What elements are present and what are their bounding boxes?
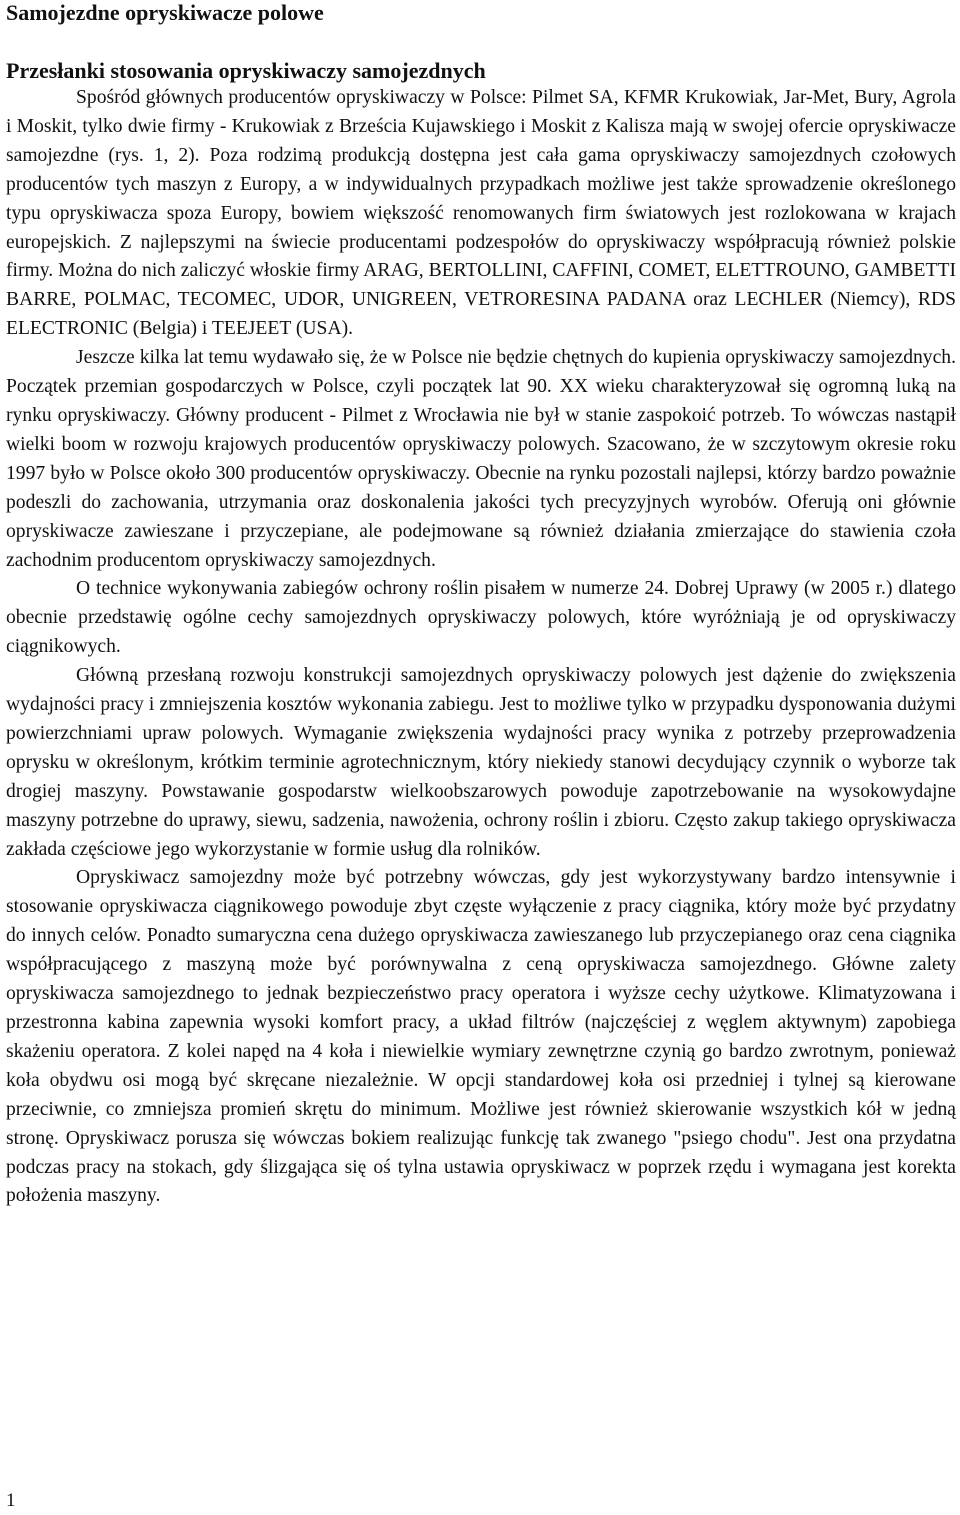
- document-title: Samojezdne opryskiwacze polowe: [6, 0, 324, 25]
- page-number: 1: [6, 1490, 16, 1511]
- paragraph-4: Główną przesłaną rozwoju konstrukcji samojezdnych opryskiwaczy polowych jest dążenie do zwiększenia wydajności pracy i zmniejszenia kosztów wykonania zabiegu. Jest to możliwe tylko w przypadku dysponowania dużymi powierzchniami upraw polowych. Wymaganie zwiększenia wydajności pracy wynika z potrzeby przeprowadzenia oprysku w określonym, krótkim terminie agrotechnicznym, który niekiedy stanowi decydujący czynnik o wyborze tak drogiej maszyny. Powstawanie gospodarstw wielkoobszarowych powoduje zapotrzebowanie na wysokowydajne maszyny potrzebne do uprawy, siewu, sadzenia, nawożenia, ochrony roślin i zbioru. Często zakup takiego opryskiwacza zakłada częściowe jego wykorzystanie w formie usług dla rolników.: [6, 665, 956, 860]
- paragraph-1: Spośród głównych producentów opryskiwaczy w Polsce: Pilmet SA, KFMR Krukowiak, Jar-Met, Bury, Agrola i Moskit, tylko dwie firmy - Krukowiak z Brześcia Kujawskiego i Moskit z Kalisza mają w swojej ofercie opryskiwacze samojezdne (rys. 1, 2). Poza rodzimą produkcją dostępna jest cała gama opryskiwaczy samojezdnych czołowych producentów tych maszyn z Europy, a w indywidualnych przypadkach możliwe jest także sprowadzenie określonego typu opryskiwacza spoza Europy, bowiem większość renomowanych firm światowych jest rozlokowana w krajach europejskich. Z najlepszymi na świecie producentami podzespołów do opryskiwaczy współpracują również polskie firmy. Można do nich zaliczyć włoskie firmy ARAG, BERTOLLINI, CAFFINI, COMET, ELETTROUNO, GAMBETTI BARRE, POLMAC, TECOMEC, UDOR, UNIGREEN, VETRORESINA PADANA oraz LECHLER (Niemcy), RDS ELECTRONIC (Belgia) i TEEJEET (USA).: [6, 87, 956, 340]
- section-heading: Przesłanki stosowania opryskiwaczy samojezdnych: [6, 58, 486, 83]
- paragraph-5: Opryskiwacz samojezdny może być potrzebny wówczas, gdy jest wykorzystywany bardzo intensywnie i stosowanie opryskiwacza ciągnikowego powoduje zbyt częste wyłączenie z pracy ciągnika, który może być przydatny do innych celów. Ponadto sumaryczna cena dużego opryskiwacza zawieszanego lub przyczepianego oraz cena ciągnika współpracującego z maszyną może być porównywalna z ceną opryskiwacza samojezdnego. Główne zalety opryskiwacza samojezdnego to jednak bezpieczeństwo pracy operatora i wyższe cechy użytkowe. Klimatyzowana i przestronna kabina zapewnia wysoki komfort pracy, a układ filtrów (najczęściej z węglem aktywnym) zapobiega skażeniu operatora. Z kolei napęd na 4 koła i niewielkie wymiary zewnętrzne czynią go bardzo zwrotnym, ponieważ koła obydwu osi mogą być skręcane niezależnie. W opcji standardowej koła osi przedniej i tylnej są kierowane przeciwnie, co zmniejsza promień skrętu do minimum. Możliwe jest również skierowanie wszystkich kół w jedną stronę. Opryskiwacz porusza się wówczas bokiem realizując funkcję tak zwanego "psiego chodu". Jest ona przydatna podczas pracy na stokach, gdy ślizgająca się oś tylna ustawia opryskiwacz w poprzek rzędu i wymagana jest korekta położenia maszyny.: [6, 867, 956, 1207]
- paragraph-2: Jeszcze kilka lat temu wydawało się, że w Polsce nie będzie chętnych do kupienia opryskiwaczy samojezdnych. Początek przemian gospodarczych w Polsce, czyli początek lat 90. XX wieku charakteryzował się ogromną luką na rynku opryskiwaczy. Główny producent - Pilmet z Wrocławia nie był w stanie zaspokoić potrzeb. To wówczas nastąpił wielki boom w rozwoju krajowych producentów opryskiwaczy polowych. Szacowano, że w szczytowym okresie roku 1997 było w Polsce około 300 producentów opryskiwaczy. Obecnie na rynku pozostali najlepsi, którzy bardzo poważnie podeszli do zachowania, utrzymania oraz doskonalenia jakości tych precyzyjnych wyrobów. Oferują oni głównie opryskiwacze zawieszane i przyczepiane, ale podejmowane są również działania zmierzające do stawienia czoła zachodnim producentom opryskiwaczy samojezdnych.: [6, 347, 956, 571]
- paragraph-3: O technice wykonywania zabiegów ochrony roślin pisałem w numerze 24. Dobrej Uprawy (w 2005 r.) dlatego obecnie przedstawię ogólne cechy samojezdnych opryskiwaczy polowych, które wyróżniają je od opryskiwaczy ciągnikowych.: [6, 578, 956, 658]
- body-text: [6, 84, 956, 1211]
